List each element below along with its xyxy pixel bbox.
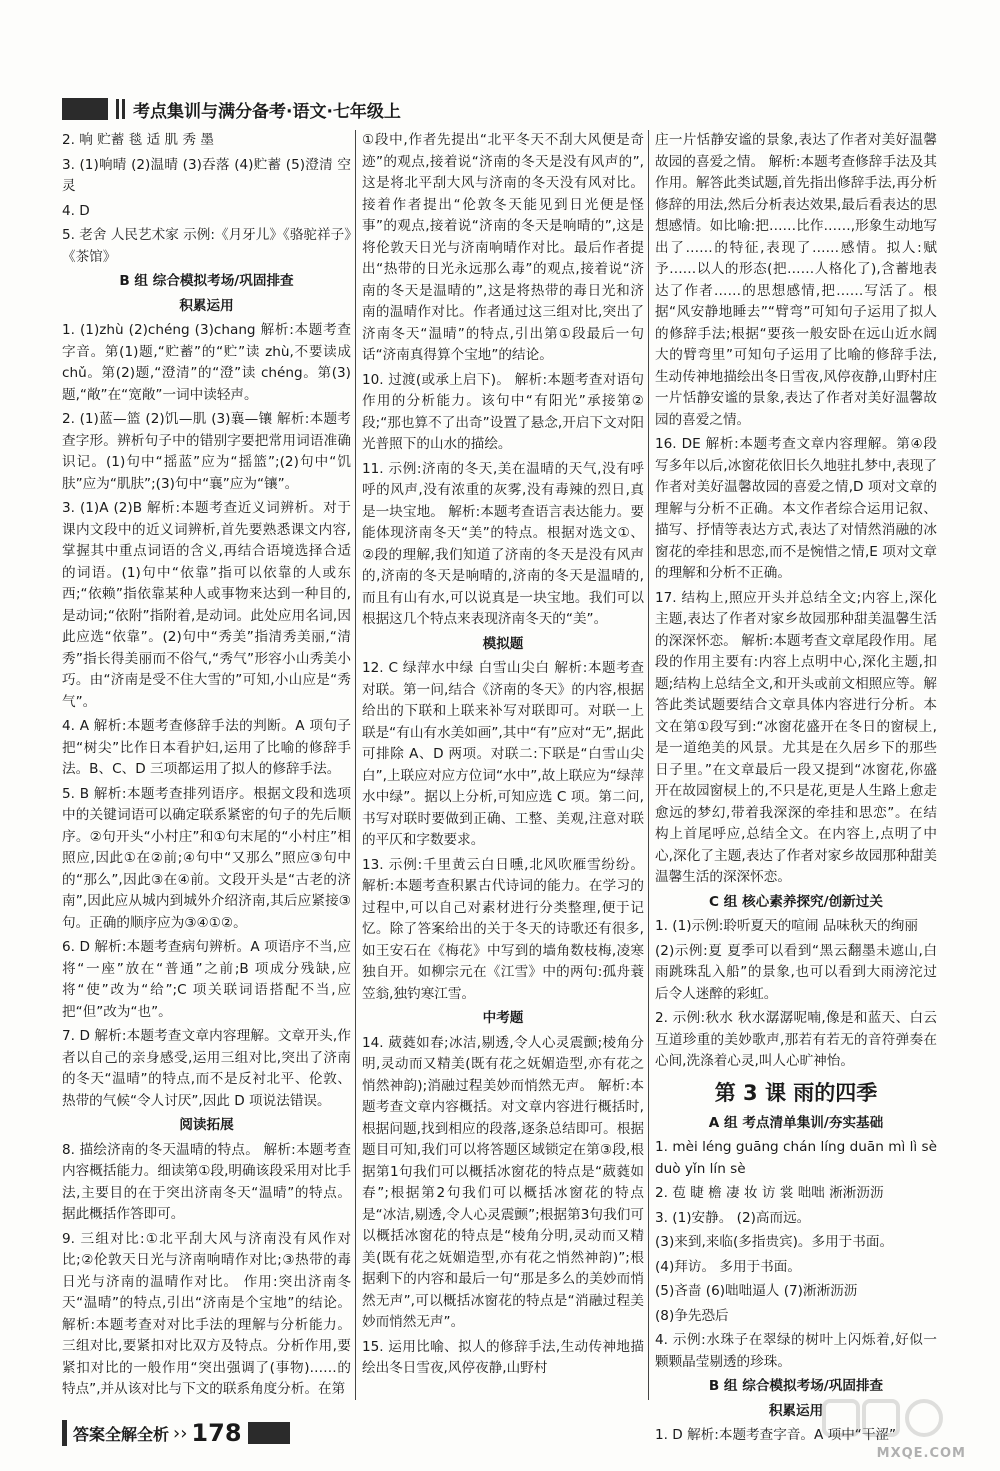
answer-item: 8. 描绘济南的冬天温晴的特点。 解析:本题考查内容概括能力。细读第①段,明确该段采用对比手法,主要目的在于突出济南冬天“温晴”的特点。据此概括作答即可。 [62, 1141, 351, 1222]
header-block [62, 98, 108, 120]
section-heading: B 组 综合模拟考场/巩固排查 [119, 273, 294, 289]
answer-item: 10. 过渡(或承上启下)。 解析:本题考查对语句作用的分析能力。该句中“有阳光”承接第②段;“那也算不了出奇”设置了悬念,开启下文对阳光普照下的山水的描绘。 [362, 371, 644, 452]
footer-bar [62, 1420, 67, 1446]
answer-item: 3. (1)响晴 (2)温晴 (3)吞落 (4)贮蓄 (5)澄清 空灵 [62, 156, 351, 194]
answer-item: 7. D 解析:本题考查文章内容理解。文章开头,作者以自己的亲身感受,运用三组对比,突出了济南的冬天“温晴”的特点,而不是反衬北平、伦敦、热带的气候“令人讨厌”,因此 D 项说法错误。 [62, 1028, 351, 1109]
page-number: 178 [191, 1419, 242, 1447]
answer-item: 1. (1)示例:聆听夏天的喧闹 品味秋天的绚丽 [655, 918, 918, 934]
answer-item: 9. 三组对比:①北平刮大风与济南没有风作对比;②伦敦天日光与济南响晴作对比;③热带的毒日光与济南的温晴作对比。 作用:突出济南冬天“温晴”的特点,引出“济南是个宝地”的结论。 解析:本题考查对对比手法的理解与分析能力。三组对比,要紧扣对比双方及特点。分析作用,要紧扣对比的一般作用“突出强调了(事物)……的特点”,并从该对比与下文的联系角度分析。在第 [62, 1230, 351, 1397]
answer-item: 14. 葳蕤如春;冰洁,剔透,令人心灵震颤;棱角分明,灵动而又精美(既有花之妩媚造型,亦有花之悄然神韵);消融过程美妙而悄然无声。 解析:本题考查文章内容概括。对文章内容进行概括时,根据问题,找到相应的段落,逐条总结即可。根据题目可知,我们可以将答题区域锁定在第③段,根据第1句我们可以概括冰窗花的特点是“葳蕤如春”;根据第2句我们可以概括冰窗花的特点是“冰洁,剔透,令人心灵震颤”;根据第3句我们可以概括冰窗花的特点是“棱角分明,灵动而又精美(既有花之妩媚造型,亦有花之悄然神韵)”;根据剩下的内容和最后一句“那是多么的美妙而悄然无声”,可以概括冰窗花的特点是“消融过程美妙而悄然无声”。 [362, 1034, 644, 1330]
section-heading: 模拟题 [482, 635, 524, 652]
answer-item: 12. C 绿萍水中绿 白雪山尖白 解析:本题考查对联。第一问,结合《济南的冬天》的内容,根据给出的下联和上联来补写对联即可。对联一上联是“有山有水美如画”,其中“有”应对“无”,据此可排除 A、D 两项。对联二:下联是“白雪山尖白”,上联应对应方位词“水中”,故上联应为“绿萍水中绿”。据以上分析,可知应选 C 项。第二问,书写对联时要做到正确、工整、美观,注意对联的平仄和字数要求。 [362, 660, 644, 848]
answer-item: 13. 示例:千里黄云白日曛,北风吹雁雪纷纷。 解析:本题考查积累古代诗词的能力。在学习的过程中,可以自己对素材进行分类整理,便于记忆。除了答案给出的关于冬天的诗歌还有很多,如王安石在《梅花》中写到的墙角数枝梅,凌寒独自开。如柳宗元在《江雪》中的两句:孤舟蓑笠翁,独钓寒江雪。 [362, 856, 644, 1002]
answer-item: 3. (1)安静。 (2)高而远。 [655, 1209, 811, 1226]
answer-item: 1. mèi léng guāng chán líng duān mì lì sè duò yǐn lín sè [655, 1139, 937, 1177]
column-left [62, 130, 355, 1400]
answer-item: (3)来到,来临(多指贵宾)。多用于书面。 [655, 1234, 894, 1250]
answer-item: (2)示例:夏 夏季可以看到“黑云翻墨未遮山,白雨跳珠乱入船”的景象,也可以看到大雨滂沱过后令人迷醉的彩虹。 [655, 942, 937, 1002]
answer-item: 4. D [62, 202, 90, 219]
section-heading: B 组 综合模拟考场/巩固排查 [708, 1378, 884, 1394]
answer-item: 2. 苞 睫 檐 凄 妆 访 裳 咄咄 淅淅沥沥 [655, 1185, 884, 1201]
column-middle [355, 130, 648, 1400]
section-heading: A 组 考点清单集训/夯实基础 [708, 1114, 884, 1131]
answer-item: 5. B 解析:本题考查排列语序。根据文段和选项中的关键词语可以确定联系紧密的句子的先后顺序。②句开头“小村庄”和①句末尾的“小村庄”相照应,因此①在②前;④句中“又那么”照应③句中的“那么”,因此③在④前。文段开头是“古老的济南”,因此应从城内到城外介绍济南,其后应紧接③句。正确的顺序应为③④①②。 [62, 785, 351, 931]
watermark-text: MXQE.COM [876, 1446, 966, 1461]
answer-item: 1. D 解析:本题考查字音。A 项中“干涩” [655, 1427, 897, 1443]
header-bars [116, 99, 125, 119]
answer-item: (8)争先恐后 [655, 1307, 729, 1324]
page-footer [62, 1418, 290, 1448]
answer-item: ①段中,作者先提出“北平冬天不刮大风便是奇迹”的观点,接着说“济南的冬天是没有风声的”,这是将北平刮大风与济南的冬天没有风对比。接着作者提出“伦敦冬天能见到日光便是怪事”的观点,接着说“济南的冬天是响晴的”,这是将伦敦天日光与济南响晴作对比。最后作者提出“热带的日光永远那么毒”的观点,接着说“济南的冬天是温晴的”,这是将热带的毒日光和济南的温晴作对比。作者通过这三组对比,突出了济南冬天“温晴”的特点,引出第①段最后一句话“济南真得算个宝地”的结论。 [362, 132, 644, 363]
answer-item: 4. 示例:水珠子在翠绿的树叶上闪烁着,好似一颗颗晶莹剔透的珍珠。 [655, 1332, 937, 1370]
answer-item: (5)吝啬 (6)咄咄逼人 (7)淅淅沥沥 [655, 1283, 858, 1299]
lesson-title: 第 3 课 雨的四季 [714, 1080, 878, 1105]
section-heading: 中考题 [482, 1010, 524, 1026]
answer-item: 5. 老舍 人民艺术家 示例:《月牙儿》《骆驼祥子》《茶馆》 [62, 227, 351, 265]
answer-item: 庄一片恬静安谧的景象,表达了作者对美好温馨故园的喜爱之情。 解析:本题考查修辞手法及其作用。解答此类试题,首先指出修辞手法,再分析修辞的用法,然后分析表达效果,最后看表达的思想感情。如比喻:把……比作……,形象生动地写出了……的特征,表现了……感情。拟人:赋予……以人的形态(把……人格化了),含蓄地表达了作者……的思想感情,把……写活了。根据“风安静地睡去”“臂弯”可知句子运用了拟人的修辞手法;根据“要孩一般安卧在远山近水阔大的臂弯里”可知句子运用了比喻的修辞手法,生动传神地描绘出冬日雪夜,风停夜静,山野村庄一片恬静安谧的景象,表达了作者对美好温馨故园的喜爱之情。 [655, 132, 937, 428]
column-right [648, 130, 941, 1443]
answer-item: 11. 示例:济南的冬天,美在温晴的天气,没有呼呼的风声,没有浓重的灰雾,没有毒辣的烈日,真是一块宝地。 解析:本题考查语言表达能力。要能体现济南冬天“美”的特点。根据对选文①、②段的理解,我们知道了济南的冬天是没有风声的,济南的冬天是响晴的,济南的冬天是温晴的,而且有山有水,可以说真是一块宝地。我们可以根据这几个特点来表现济南冬天的“美”。 [362, 460, 644, 627]
answer-item: 2. 示例:秋水 秋水潺潺呢喃,像是和蓝天、白云互道珍重的美妙歌声,那若有若无的音符弹奏在心间,洗涤着心灵,叫人心旷神怡。 [655, 1010, 937, 1069]
footer-arrows: ›› [173, 1422, 188, 1444]
header-title: 考点集训与满分备考·语文·七年级上 [133, 101, 401, 122]
answer-item: (4)拜访。 多用于书面。 [655, 1258, 801, 1275]
page-header [62, 95, 942, 123]
answer-item: 2. (1)蓝—篮 (2)饥—肌 (3)襄—镶 解析:本题考查字形。辨析句子中的错别字要把常用词语准确识记。(1)句中“摇蓝”应为“摇篮”;(2)句中“饥肤”应为“肌肤”;(3)句中“襄”应为“镶”。 [62, 411, 351, 492]
footer-label: 答案全解全析 [73, 1424, 170, 1444]
answer-item: 17. 结构上,照应开头并总结全文;内容上,深化主题,表达了作者对家乡故园那种甜美温馨生活的深深怀恋。 解析:本题考查文章尾段作用。尾段的作用主要有:内容上点明中心,深化主题,扣题;结构上总结全文,和开头或前文相照应等。解答此类试题要结合文章具体内容进行分析。本文在第①段写到:“冰窗花盛开在冬日的窗棂上,是一道绝美的风景。尤其是在久居乡下的那些日子里。”在文章最后一段又提到“冰窗花,你盛开在故园窗棂上的,不只是花,更是人生路上愈走愈远的梦幻,带着我深深的牵挂和思恋”。在结构上首尾呼应,总结全文。在内容上,点明了中心,深化了主题,表达了作者对家乡故园那种甜美温馨生活的深深怀恋。 [655, 589, 937, 885]
section-heading: 积累运用 [768, 1402, 824, 1419]
section-heading: 积累运用 [179, 297, 234, 314]
answer-item: 15. 运用比喻、拟人的修辞手法,生动传神地描绘出冬日雪夜,风停夜静,山野村 [362, 1338, 644, 1376]
section-heading: C 组 核心素养探究/创新过关 [709, 893, 883, 910]
answer-item: 2. 响 贮蓄 毯 适 肌 秀 墨 [62, 132, 214, 148]
answer-item: 6. D 解析:本题考查病句辨析。A 项语序不当,应将“一座”放在“普通”之前;B 项成分残缺,应将“使”改为“给”;C 项关联词语搭配不当,应把“但”改为“也”。 [62, 939, 351, 1020]
section-heading: 阅读拓展 [179, 1117, 234, 1133]
answer-item: 3. (1)A (2)B 解析:本题考查近义词辨析。对于课内文段中的近义词辨析,首先要熟悉课文内容,掌握其中重点词语的含义,再结合语境选择合适的词语。(1)句中“依靠”指可以依靠的人或东西;“依赖”指依靠某种人或事物来达到一种目的,是动词;“依附”指附着,是动词。此处应用名词,因此应选“依靠”。(2)句中“秀美”指清秀美丽,“清秀”指长得美丽而不俗气,“秀气”形容小山秀美小巧。由“济南是受不住大雪的”可知,小山应是“秀气”。 [62, 500, 351, 710]
answer-item: 4. A 解析:本题考查修辞手法的判断。A 项句子把“树尖”比作日本看护妇,运用了比喻的修辞手法。B、C、D 三项都运用了拟人的修辞手法。 [62, 718, 351, 777]
answer-item: 1. (1)zhù (2)chéng (3)chang 解析:本题考查字音。第(1)题,“贮蓄”的“贮”读 zhù,不要读成 chǔ。第(2)题,“澄清”的“澄”读 chéng。第(3)题,“敞”在“宽敞”一词中读轻声。 [62, 322, 351, 403]
footer-block [248, 1422, 290, 1444]
answer-item: 16. DE 解析:本题考查文章内容理解。第④段写多年以后,冰窗花依旧长久地驻扎梦中,表现了作者对美好温馨故园的喜爱之情,D 项对文章的理解与分析不正确。本文作者综合运用记叙、描写、抒情等表达方式,表达了对情然消融的冰窗花的牵挂和思恋,而不是惋惜之情,E 项对文章的理解和分析不正确。 [655, 436, 937, 581]
